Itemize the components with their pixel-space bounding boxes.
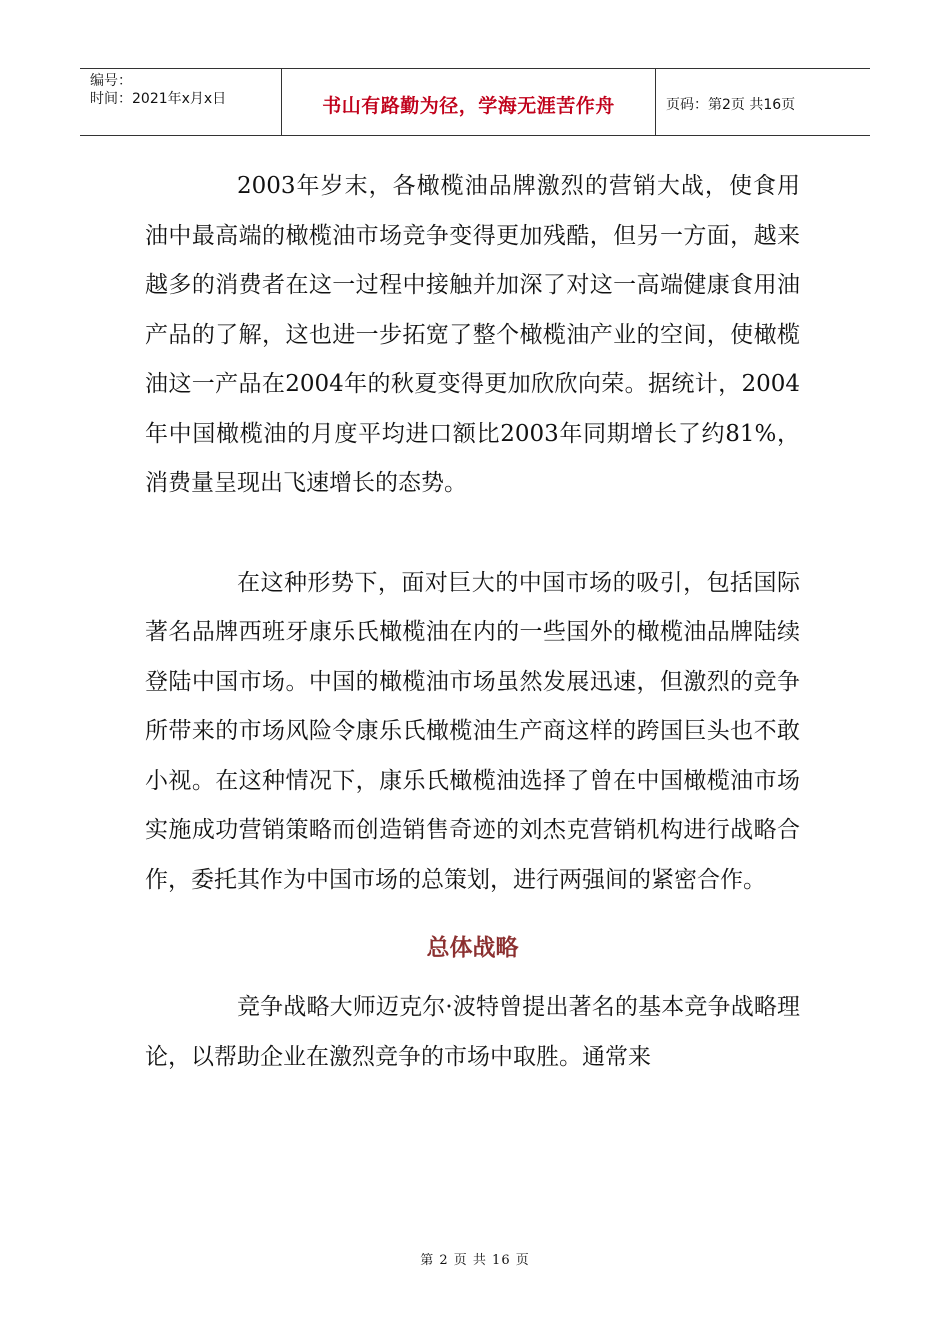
paragraph-2: 在这种形势下，面对巨大的中国市场的吸引，包括国际著名品牌西班牙康乐氏橄榄油在内的一些国外的橄榄油品牌陆续登陆中国市场。中国的橄榄油市场虽然发展迅速，但激烈的竞争所带来的市场风险令康乐氏橄榄油生产商这样的跨国巨头也不敢小视。在这种情况下，康乐氏橄榄油选择了曾在中国橄榄油市场实施成功营销策略而创造销售奇迹的刘杰克营销机构进行战略合作，委托其作为中国市场的总策划，进行两强间的紧密合作。 xyxy=(145,569,800,893)
page-header xyxy=(80,68,870,136)
document-body xyxy=(145,162,800,1082)
header-meta xyxy=(80,69,282,135)
document-time-label: 时间：2021年x月x日 xyxy=(90,91,227,107)
header-motto-cell xyxy=(282,69,656,135)
header-page-info: 页码：第2页 共16页 xyxy=(666,97,796,113)
paragraph-1: 2003年岁末，各橄榄油品牌激烈的营销大战，使食用油中最高端的橄榄油市场竞争变得更加残酷，但另一方面，越来越多的消费者在这一过程中接触并加深了对这一高端健康食用油产品的了解，这也进一步拓宽了整个橄榄油产业的空间，使橄榄油这一产品在2004年的秋夏变得更加欣欣向荣。据统计，2004年中国橄榄油的月度平均进口额比2003年同期增长了约81%，消费量呈现出飞速增长的态势。 xyxy=(145,173,800,496)
section-title: 总体战略 xyxy=(426,934,519,961)
page-footer: 第 2 页 共 16 页 xyxy=(420,1253,530,1268)
paragraph-3: 竞争战略大师迈克尔·波特曾提出著名的基本竞争战略理论，以帮助企业在激烈竞争的市场中取胜。通常来 xyxy=(145,994,800,1070)
paragraph-gap xyxy=(145,509,800,559)
header-motto: 书山有路勤为径，学海无涯苦作舟 xyxy=(322,94,615,117)
document-number-label: 编号： xyxy=(90,73,132,89)
